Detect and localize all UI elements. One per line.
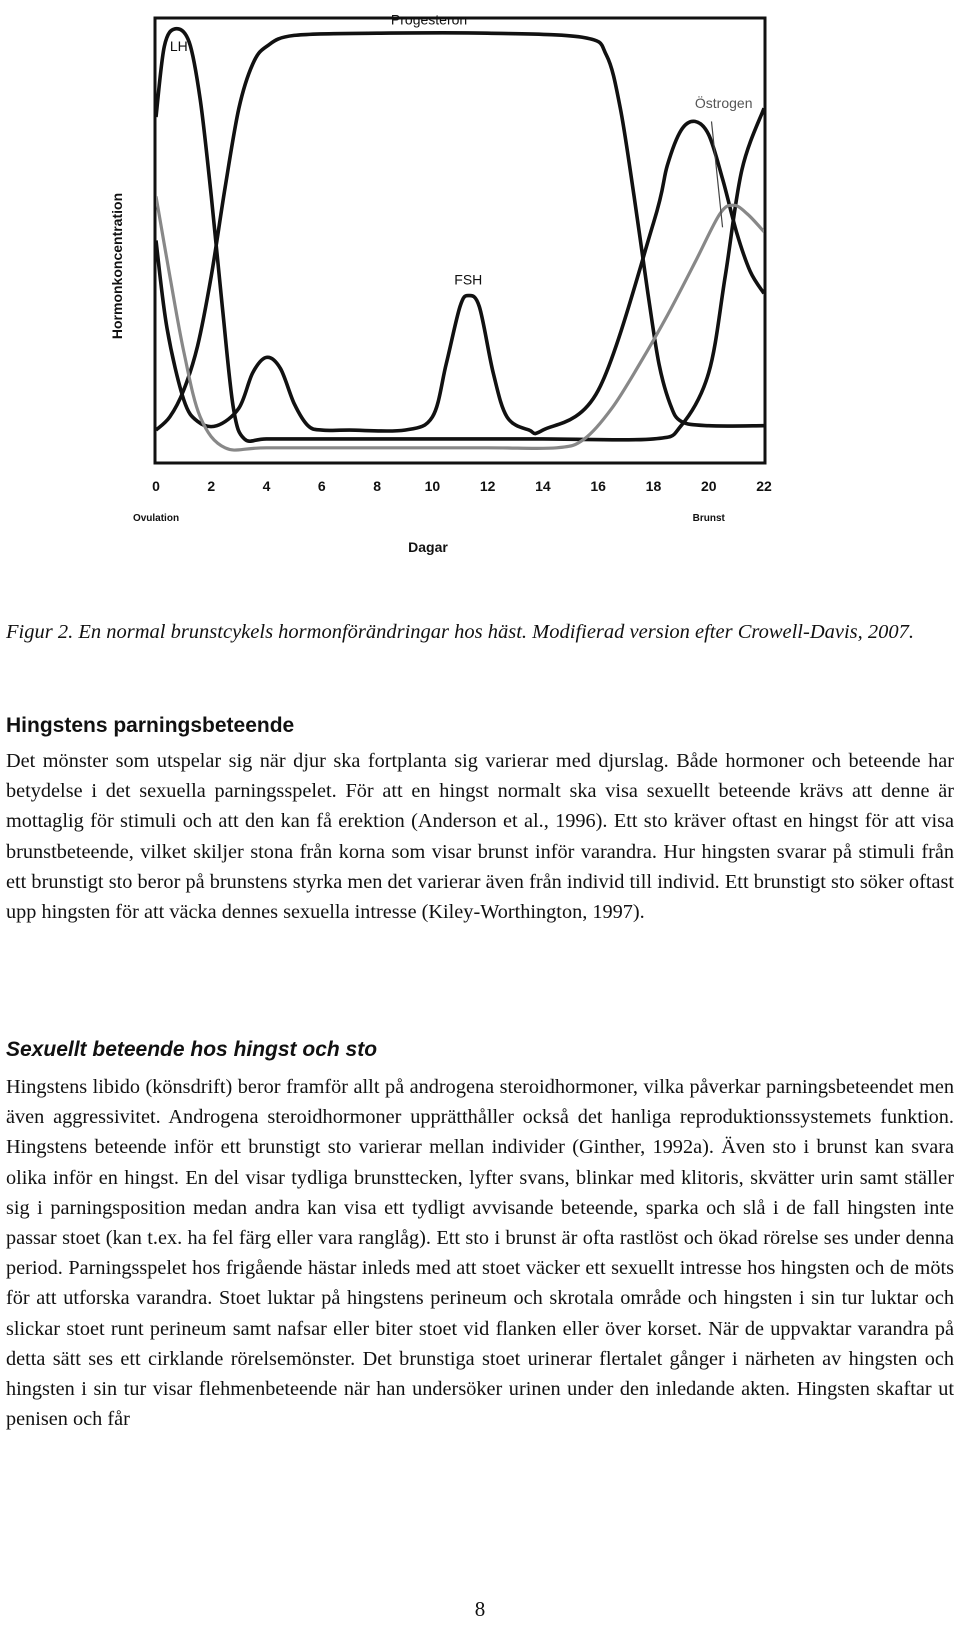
- x-tick-label: 4: [262, 478, 271, 494]
- x-tick-label: 2: [207, 478, 216, 494]
- series-line-lh: [156, 29, 764, 442]
- figure-caption: Figur 2. En normal brunstcykels hormonförändringar hos häst. Modifierad version efter Crowell-Davis, 2007.: [6, 621, 915, 643]
- page-number: 8: [474, 1597, 486, 1621]
- x-tick-label: 12: [479, 478, 496, 494]
- x-tick-label: 20: [700, 478, 717, 494]
- y-axis-label: Hormonkoncentration: [109, 192, 125, 340]
- series-label-fsh: FSH: [454, 271, 483, 288]
- series-label-progesteron: Progesteron: [390, 11, 468, 28]
- x-tick-label: 16: [590, 478, 606, 494]
- series-line-progesteron: [156, 33, 764, 430]
- paragraph-sexual-behaviour: Hingstens libido (könsdrift) beror framför allt på androgena steroidhormoner, vilka påverkar parningsbeteendet men även aggressivitet. Androgena steroidhormoner upprätthåller också det hanliga reproduktionssystemets funktion. Hingstens beteende inför ett brunstigt sto varierar mellan individer (Ginther, 1992a). Även sto i brunst kan svara olika inför en hingst. En del visar tydliga brunsttecken, lyfter svans, blinkar med klitoris, skvätter urin samt ställer sig i parningsposition medan andra kan visa ett tydligt avvisande beteende, sparka och slå i de fall hingsten inte passar stoet (kan t.ex. ha fel färg eller vara ranglåg). Ett sto i brunst är ofta rastlöst och ökad rörelse ses under denna period. Parningsspelet hos frigående hästar inleds med att stoet väcker ett sexuellt intresse hos hingsten och de möts för att utforska varandra. Stoet luktar på hingstens perineum och skrotala område och hingsten i sin tur luktar och slickar stoet runt perineum samt nafsar eller biter stoet vid flanken eller över korset. När de uppvaktar varandra på detta sätt ses ett cirklande rörelsemönster. Det brunstiga stoet urinerar flertalet gånger i närheten av hingsten och hingsten i sin tur visar flehmenbeteende när han undersöker urinen under den inledande akten. Hingsten skaftar ut penisen och får: [6, 1076, 954, 1431]
- series-label-ostrogen: Östrogen: [694, 95, 753, 112]
- hormone-chart: [100, 8, 820, 588]
- series-label-lh: LH: [169, 37, 188, 54]
- x-tick-label: 14: [535, 478, 551, 494]
- x-annotation-ovulation: Ovulation: [132, 513, 180, 524]
- x-tick-label: 0: [152, 478, 160, 494]
- x-tick-label: 18: [645, 478, 662, 494]
- x-annotation-brunst: Brunst: [692, 513, 725, 524]
- paragraph-mating-behaviour: Det mönster som utspelar sig när djur ska fortplanta sig varierar med djurslag. Både hormoner och beteende har betydelse i det sexuella parningsspelet. För att en hingst normalt ska visa sexuellt beteende krävs att denne är mottaglig för stimuli och att den kan få erektion (Anderson et al., 1996). Ett sto kräver oftast en hingst för att visa brunstbeteende, vilket skiljer stona från korna som visar brunst inför varandra. Hur hingsten svarar på stimuli från ett brunstigt sto beror på brunstens styrka men det varierar även från individ till individ. Ett brunstigt sto söker oftast upp hingsten för att väcka dennes sexuella intresse (Kiley-Worthington, 1997).: [6, 750, 954, 924]
- section-heading-mating-behaviour: Hingstens parningsbeteende: [6, 714, 295, 737]
- x-axis-label: Dagar: [408, 539, 448, 555]
- x-tick-label: 8: [373, 478, 381, 494]
- x-tick-label: 10: [424, 478, 441, 494]
- x-tick-label: 22: [756, 478, 772, 494]
- section-heading-sexual-behaviour: Sexuellt beteende hos hingst och sto: [6, 1038, 378, 1061]
- x-tick-label: 6: [317, 478, 326, 494]
